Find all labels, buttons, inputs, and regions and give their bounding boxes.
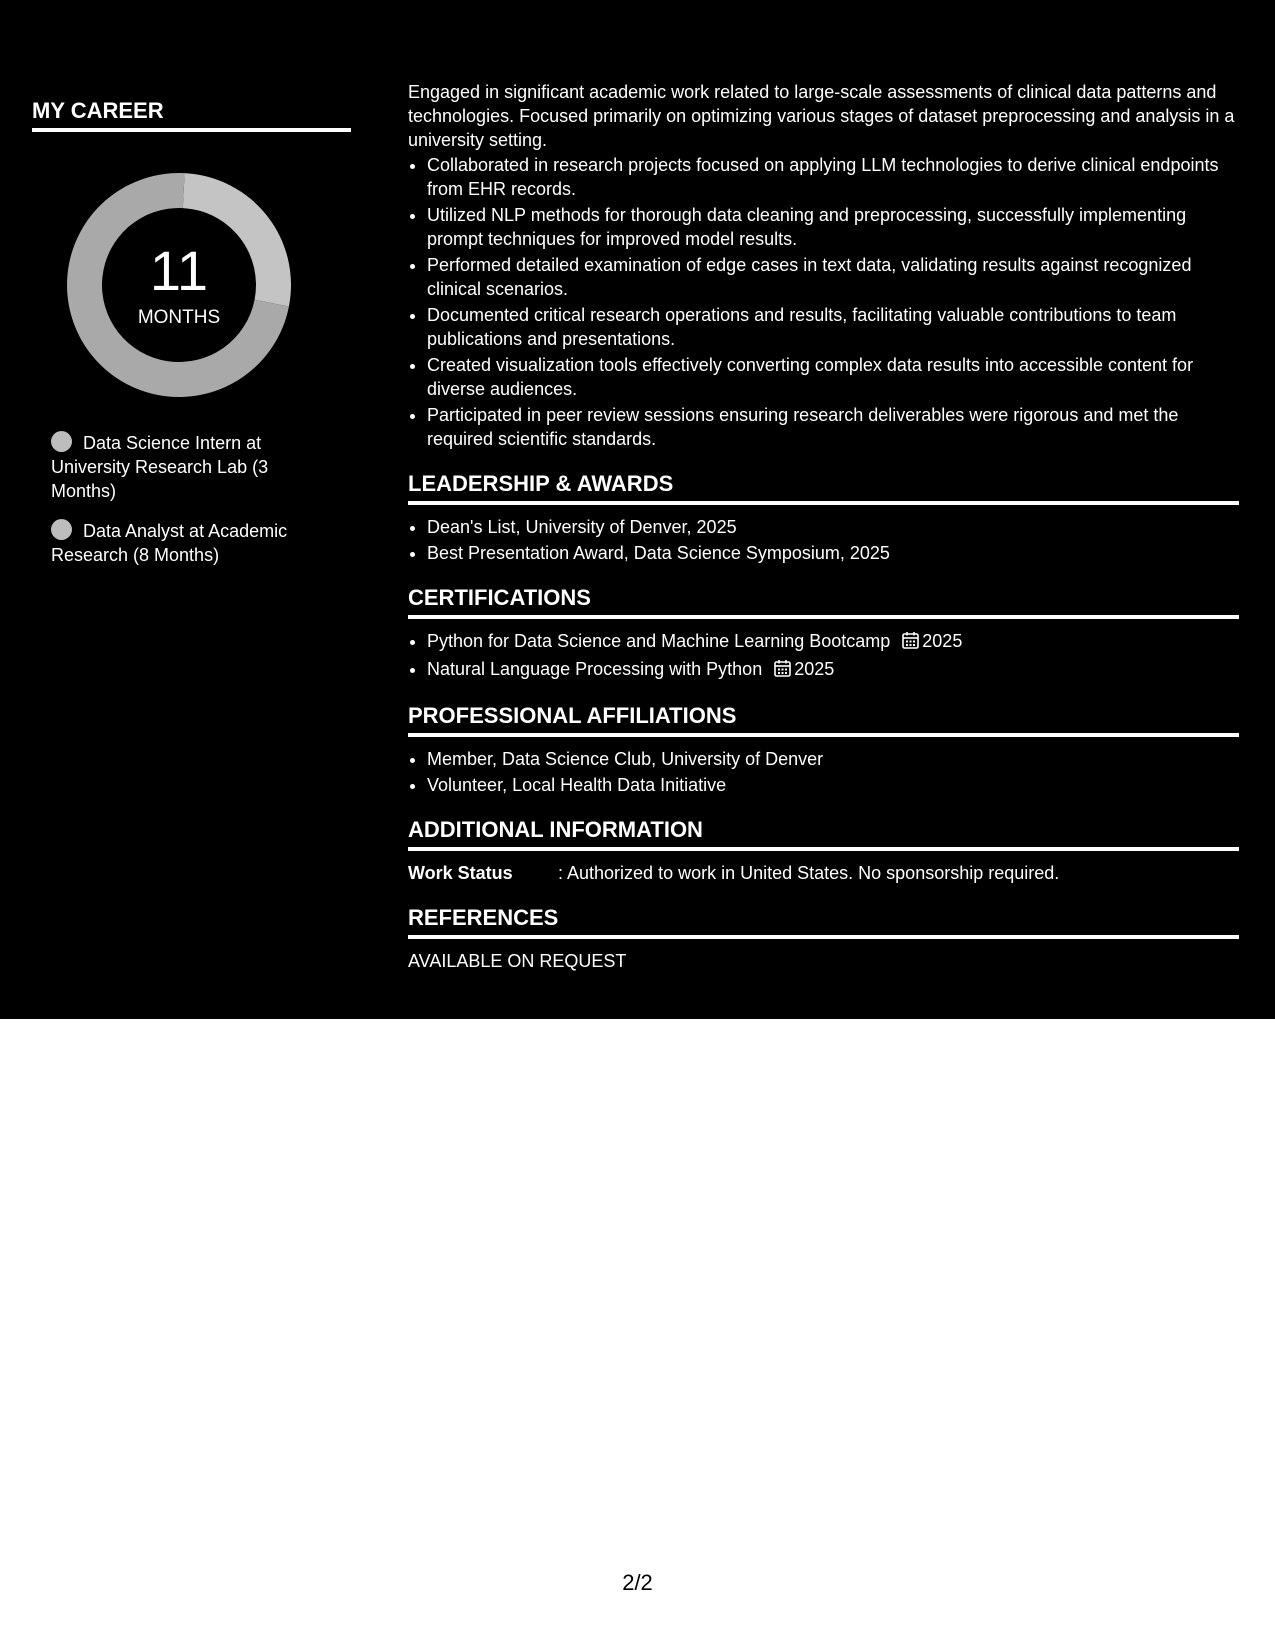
career-item [51,519,321,567]
experience-bullet: • Created visualization tools effectively converting complex data results into accessible content for diverse audiences. [427,353,1239,401]
career-item-label: Data Analyst at Academic Research (8 Months) [51,521,288,565]
career-donut-chart [67,173,291,397]
experience-bullet: • Utilized NLP methods for thorough data cleaning and preprocessing, successfully implementing prompt techniques for improved model results. [427,203,1239,251]
leadership-item: • Best Presentation Award, Data Science Symposium, 2025 [427,541,1239,565]
affiliation-item: • Member, Data Science Club, University of Denver [427,747,1239,771]
career-list [51,431,321,567]
affiliation-item: • Volunteer, Local Health Data Initiative [427,773,1239,797]
calendar-icon [902,631,919,655]
experience-bullet: • Performed detailed examination of edge cases in text data, validating results against recognized clinical scenarios. [427,253,1239,301]
experience-bullets [408,153,1239,451]
career-item [51,431,321,503]
career-sidebar [32,96,351,583]
career-legend-dot [51,431,72,452]
certifications-heading: CERTIFICATIONS [408,583,1239,619]
additional-info-section [408,815,1239,885]
certification-name: Natural Language Processing with Python [427,659,763,679]
additional-info-heading: ADDITIONAL INFORMATION [408,815,1239,851]
page-number: 2/2 [622,1570,653,1595]
experience-intro: Engaged in significant academic work related to large-scale assessments of clinical data patterns and technologies. Focused primarily on optimizing various stages of dataset preprocessing and analysis in a university setting. [408,82,1235,150]
work-status-row [408,861,1239,885]
references-text: AVAILABLE ON REQUEST [408,951,627,971]
leadership-list [408,515,1239,565]
references-section [408,903,1239,973]
work-status-value: : Authorized to work in United States. No sponsorship required. [558,863,1060,883]
leadership-item: • Dean's List, University of Denver, 2025 [427,515,1239,539]
affiliations-section [408,701,1239,797]
leadership-heading: LEADERSHIP & AWARDS [408,469,1239,505]
work-status-label: Work Status [408,863,513,883]
career-legend-dot [51,519,72,540]
certification-name: Python for Data Science and Machine Learning Bootcamp [427,631,891,651]
leadership-section [408,469,1239,565]
affiliations-heading: PROFESSIONAL AFFILIATIONS [408,701,1239,737]
certification-item [427,657,1239,683]
career-item-label: Data Science Intern at University Research Lab (3 Months) [51,433,269,501]
calendar-icon [774,659,791,683]
experience-bullet: • Documented critical research operations and results, facilitating valuable contributions to team publications and presentations. [427,303,1239,351]
total-months-unit: MONTHS [137,307,221,328]
experience-bullet: • Participated in peer review sessions ensuring research deliverables were rigorous and met the required scientific standards. [427,403,1239,451]
affiliations-list [408,747,1239,797]
experience-bullet: • Collaborated in research projects focused on applying LLM technologies to derive clinical endpoints from EHR records. [427,153,1239,201]
main-content [408,80,1239,973]
certification-year: 2025 [794,659,835,679]
certifications-section [408,583,1239,683]
certification-item [427,629,1239,655]
career-heading: MY CAREER [32,96,351,132]
references-heading: REFERENCES [408,903,1239,939]
certifications-list [408,629,1239,683]
certification-year: 2025 [922,631,963,651]
total-months-value: 11 [149,239,209,302]
